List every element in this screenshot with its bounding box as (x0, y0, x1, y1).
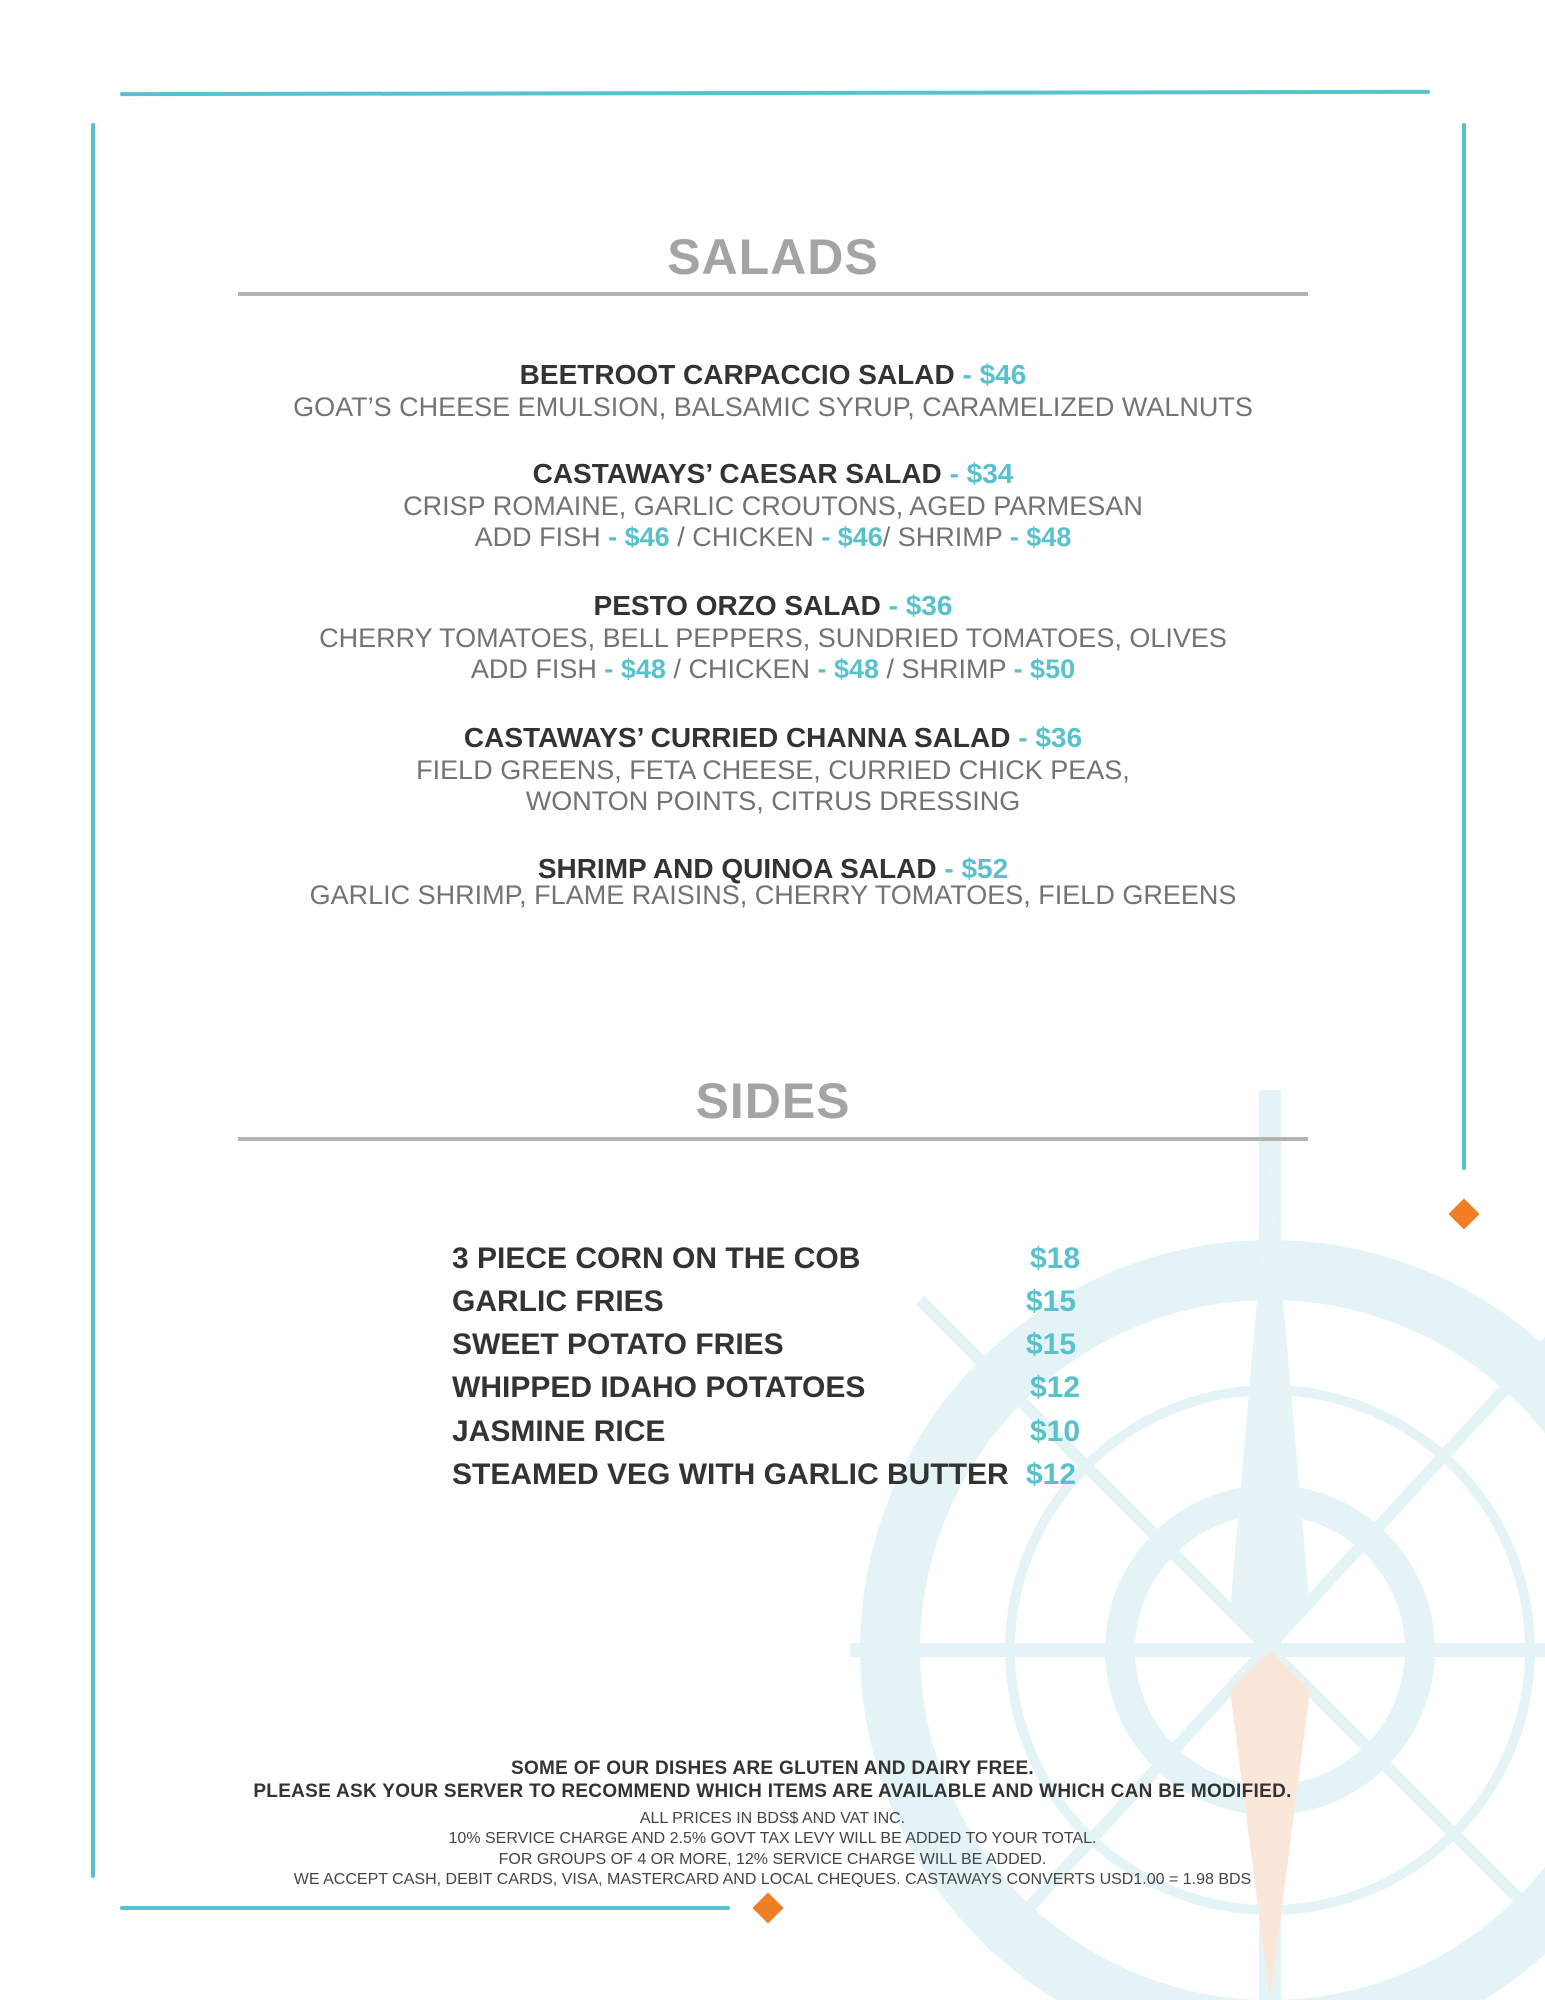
footer-fine-print: WE ACCEPT CASH, DEBIT CARDS, VISA, MASTERCARD AND LOCAL CHEQUES. CASTAWAYS CONVERTS USD1.00 = 1.98 BDS (293, 1871, 1252, 1888)
salad-item (238, 852, 1308, 911)
side-name: SWEET POTATO FRIES (452, 1328, 784, 1361)
item-description: GOAT’S CHEESE EMULSION, BALSAMIC SYRUP, CARAMELIZED WALNUTS (293, 392, 1253, 422)
border-left (91, 123, 95, 1878)
item-price: - $34 (949, 458, 1014, 489)
addon-label: / SHRIMP (882, 522, 1010, 552)
salad-item (238, 589, 1308, 685)
addon-price: - $46 (821, 522, 883, 552)
side-item (452, 1411, 1102, 1453)
side-item (452, 1454, 1102, 1496)
item-price: - $36 (1018, 722, 1083, 753)
footer-fine-print: ALL PRICES IN BDS$ AND VAT INC. (639, 1810, 906, 1827)
side-price: $12 (1026, 1458, 1077, 1491)
addon-label: / SHRIMP (879, 654, 1014, 684)
item-addons (238, 522, 1308, 553)
addon-price: - $50 (1013, 654, 1076, 684)
diamond-marker-icon (752, 1892, 783, 1923)
side-name: 3 PIECE CORN ON THE COB (452, 1242, 861, 1275)
item-price: - $36 (888, 590, 953, 621)
addon-price: - $46 (608, 522, 670, 552)
side-price: $18 (1030, 1242, 1081, 1275)
addon-price: - $48 (1009, 522, 1072, 552)
footer-note: PLEASE ASK YOUR SERVER TO RECOMMEND WHICH ITEMS ARE AVAILABLE AND WHICH CAN BE MODIFIED. (253, 1781, 1292, 1802)
sides-divider (238, 1137, 1308, 1141)
item-description: WONTON POINTS, CITRUS DRESSING (525, 786, 1021, 816)
border-top (120, 90, 1430, 96)
side-item (452, 1281, 1102, 1323)
side-name: JASMINE RICE (452, 1415, 666, 1448)
item-name: CASTAWAYS’ CAESAR SALAD (532, 458, 942, 489)
addon-price: - $48 (817, 654, 880, 684)
side-price: $15 (1026, 1328, 1077, 1361)
item-description: CHERRY TOMATOES, BELL PEPPERS, SUNDRIED TOMATOES, OLIVES (319, 623, 1227, 653)
item-name: SHRIMP AND QUINOA SALAD (537, 853, 937, 884)
item-description: CRISP ROMAINE, GARLIC CROUTONS, AGED PARMESAN (403, 491, 1143, 521)
item-addons (238, 654, 1308, 685)
side-name: STEAMED VEG WITH GARLIC BUTTER (452, 1458, 1009, 1491)
salads-title: SALADS (667, 229, 879, 285)
item-price: - $46 (962, 359, 1027, 390)
side-price: $10 (1030, 1415, 1081, 1448)
salads-divider (238, 292, 1308, 296)
side-name: GARLIC FRIES (452, 1285, 664, 1318)
footer-note: SOME OF OUR DISHES ARE GLUTEN AND DAIRY FREE. (510, 1758, 1035, 1779)
addon-price: - $48 (604, 654, 666, 684)
salad-item (238, 358, 1308, 423)
border-bottom (120, 1906, 730, 1910)
item-name: BEETROOT CARPACCIO SALAD (519, 359, 955, 390)
item-name: PESTO ORZO SALAD (593, 590, 881, 621)
footer-fine-print: 10% SERVICE CHARGE AND 2.5% GOVT TAX LEVY WILL BE ADDED TO YOUR TOTAL. (448, 1830, 1097, 1847)
side-item (452, 1367, 1102, 1409)
item-description: GARLIC SHRIMP, FLAME RAISINS, CHERRY TOMATOES, FIELD GREENS (309, 880, 1237, 910)
side-price: $12 (1030, 1371, 1081, 1404)
side-item (452, 1324, 1102, 1366)
item-price: - $52 (944, 853, 1009, 884)
footer-fine-print: FOR GROUPS OF 4 OR MORE, 12% SERVICE CHARGE WILL BE ADDED. (498, 1851, 1047, 1868)
addon-label: ADD FISH (470, 654, 605, 684)
item-description: FIELD GREENS, FETA CHEESE, CURRIED CHICK PEAS, (416, 755, 1130, 785)
sides-title: SIDES (695, 1073, 851, 1129)
addon-label: / CHICKEN (665, 654, 818, 684)
addon-label: / CHICKEN (669, 522, 822, 552)
addon-label: ADD FISH (474, 522, 609, 552)
salad-item (238, 721, 1308, 817)
side-name: WHIPPED IDAHO POTATOES (452, 1371, 866, 1404)
salad-item (238, 457, 1308, 553)
side-price: $15 (1026, 1285, 1077, 1318)
item-name: CASTAWAYS’ CURRIED CHANNA SALAD (463, 722, 1011, 753)
border-right (1462, 123, 1466, 1170)
side-item (452, 1238, 1102, 1280)
